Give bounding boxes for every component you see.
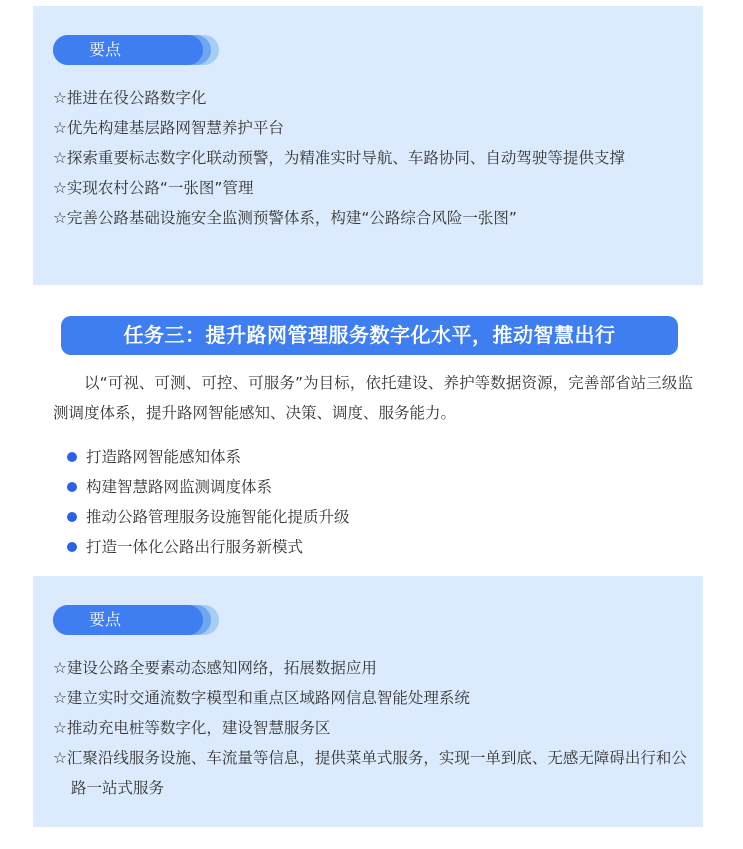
- key-points-panel-1: [33, 6, 703, 285]
- list-item: [67, 472, 350, 502]
- bullet-dot-icon: [67, 452, 77, 462]
- list-item: [67, 532, 350, 562]
- key-points-list-1: [53, 83, 701, 233]
- bullet-dot-icon: [67, 482, 77, 492]
- list-item: ☆优先构建基层路网智慧养护平台: [53, 119, 284, 137]
- bullet-dot-icon: [67, 512, 77, 522]
- list-item: ☆完善公路基础设施安全监测预警体系，构建“公路综合风险一张图”: [53, 209, 517, 227]
- list-item: ☆推动充电桩等数字化，建设智慧服务区: [53, 719, 331, 737]
- key-points-badge-2: [53, 605, 223, 635]
- key-points-badge-1: [53, 35, 223, 65]
- key-points-heading: 要点: [53, 605, 203, 635]
- bullet-text: 构建智慧路网监测调度体系: [86, 478, 273, 496]
- key-points-list-2: [53, 653, 701, 803]
- list-item: ☆建立实时交通流数字模型和重点区域路网信息智能处理系统: [53, 689, 470, 707]
- intro-paragraph: 以“可视、可测、可控、可服务”为目标，依托建设、养护等数据资源，完善部省站三级监测调度体系，提升路网智能感知、决策、调度、服务能力。: [53, 374, 693, 422]
- key-points-heading: 要点: [53, 35, 203, 65]
- list-item: ☆建设公路全要素动态感知网络，拓展数据应用: [53, 659, 377, 677]
- list-item: ☆推进在役公路数字化: [53, 89, 207, 107]
- bullet-text: 推动公路管理服务设施智能化提质升级: [86, 508, 350, 526]
- list-item: [67, 502, 350, 532]
- bullet-text: 打造一体化公路出行服务新模式: [86, 538, 304, 556]
- list-item: ☆汇聚沿线服务设施、车流量等信息，提供菜单式服务，实现一单到底、无感无障碍出行和公路一站式服务: [53, 749, 687, 797]
- list-item: ☆实现农村公路“一张图”管理: [53, 179, 254, 197]
- bullet-text: 打造路网智能感知体系: [86, 448, 242, 466]
- bullet-dot-icon: [67, 542, 77, 552]
- key-points-panel-2: [33, 576, 703, 827]
- list-item: [67, 442, 350, 472]
- section-title: 任务三：提升路网管理服务数字化水平，推动智慧出行: [61, 316, 678, 355]
- list-item: ☆探索重要标志数字化联动预警，为精准实时导航、车路协同、自动驾驶等提供支撑: [53, 149, 625, 167]
- task-bullet-list: [67, 442, 350, 562]
